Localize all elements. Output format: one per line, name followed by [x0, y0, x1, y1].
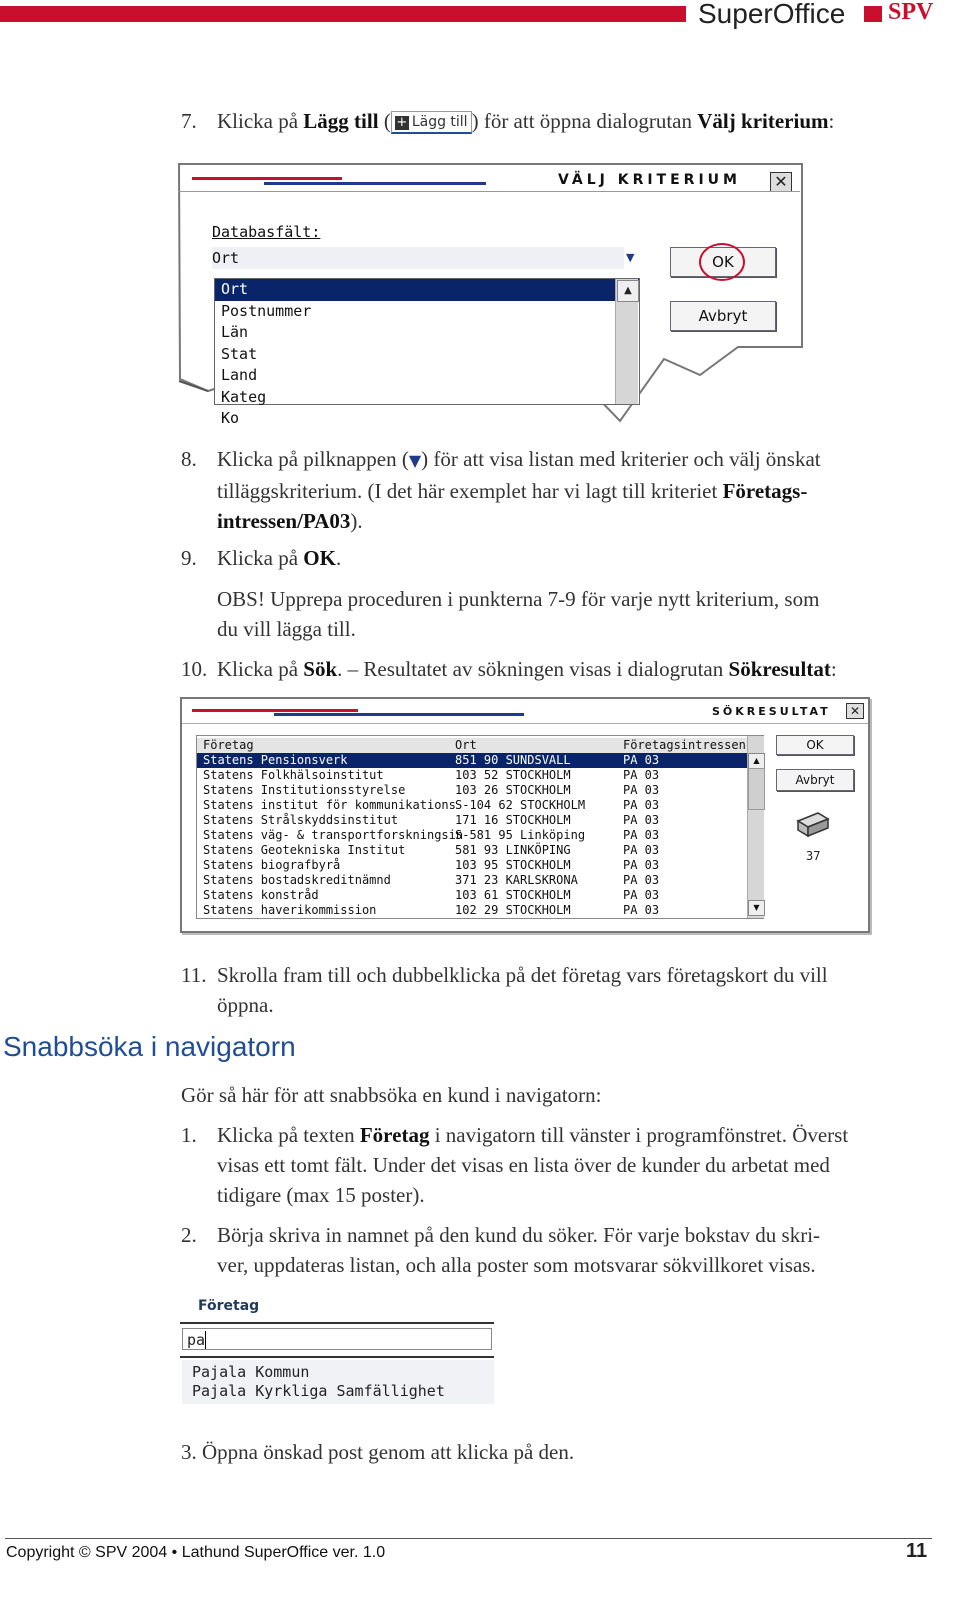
divider	[180, 1322, 494, 1324]
text-cursor	[205, 1331, 215, 1349]
options-list[interactable]	[214, 278, 640, 427]
dialog-title: SÖKRESULTAT	[712, 705, 831, 718]
list-item[interactable]: Stat	[221, 344, 258, 363]
field-label: Databasfält:	[212, 223, 321, 241]
lagg-till-button[interactable]: + Lägg till	[391, 111, 472, 134]
results-table[interactable]	[196, 735, 764, 919]
title-divider	[182, 723, 868, 724]
list-item[interactable]: Postnummer	[221, 301, 312, 320]
footer-text: Copyright © SPV 2004 • Lathund SuperOffice ver. 1.0	[6, 1544, 386, 1561]
highlight-circle	[699, 243, 745, 281]
table-row[interactable]: Statens bostadskreditnämnd 371 23 KARLSKRONA PA 03	[203, 873, 660, 887]
dropdown-arrow-icon[interactable]: ▼	[626, 251, 635, 264]
list-item[interactable]: Ko	[221, 409, 240, 427]
search-input[interactable]: pa	[182, 1328, 492, 1350]
title-stripe-blue	[274, 713, 524, 716]
brand-name: SuperOffice	[698, 0, 846, 29]
table-row[interactable]: Statens institut för kommunikations S-104 62 STOCKHOLM PA 03	[203, 798, 660, 812]
scrollbar[interactable]	[615, 279, 638, 404]
scrollbar[interactable]	[747, 736, 764, 918]
sokresultat-dialog	[180, 697, 870, 933]
scroll-up-icon[interactable]: ▲	[748, 753, 765, 769]
intro-text: Gör så här för att snabbsöka en kund i navigatorn:	[181, 1083, 602, 1107]
table-row[interactable]: Statens haverikommission 102 29 STOCKHOLM PA 03	[203, 903, 660, 917]
page-number: 11	[906, 1540, 928, 1562]
close-button[interactable]: ✕	[846, 703, 864, 719]
table-row[interactable]: Statens Institutionsstyrelse 103 26 STOCKHOLM PA 03	[203, 783, 660, 797]
table-row[interactable]: Statens konstråd 103 61 STOCKHOLM PA 03	[203, 888, 660, 902]
arrow-down-icon: ▼	[408, 451, 422, 470]
list-item[interactable]: Ort	[215, 279, 639, 301]
ok-button[interactable]: OK	[670, 247, 776, 277]
divider	[180, 1356, 494, 1358]
list-item[interactable]: Land	[221, 366, 258, 384]
list-item[interactable]: Pajala Kyrkliga Samfällighet	[192, 1382, 445, 1400]
valj-kriterium-dialog	[178, 163, 804, 428]
title-stripe-red	[192, 177, 342, 180]
cancel-button[interactable]: Avbryt	[776, 769, 854, 791]
footer-rule	[5, 1538, 932, 1539]
list-item[interactable]: Län	[221, 323, 249, 341]
scroll-up-icon[interactable]: ▲	[617, 280, 639, 302]
table-row[interactable]: Statens biografbyrå 103 95 STOCKHOLM PA 03	[203, 858, 660, 872]
step-number: 7.	[181, 109, 197, 133]
table-row[interactable]: Statens Geotekniska Institut 581 93 LINKÖPING PA 03	[203, 843, 660, 857]
table-row[interactable]: Statens Pensionsverk 851 90 SUNDSVALL PA 03	[197, 753, 749, 768]
close-button[interactable]: ✕	[770, 172, 792, 192]
table-header: Företag Ort Företagsintressen	[197, 738, 749, 753]
list-item[interactable]: Pajala Kommun	[192, 1363, 310, 1381]
navigator-panel	[180, 1296, 500, 1406]
plus-icon: +	[396, 115, 408, 130]
scroll-thumb[interactable]	[748, 768, 765, 810]
section-heading: Snabbsöka i navigatorn	[3, 1031, 296, 1062]
header-red-bar	[0, 6, 686, 22]
dialog-title: VÄLJ KRITERIUM	[558, 172, 741, 188]
field-select[interactable]: Ort	[212, 247, 624, 269]
title-stripe-red	[192, 709, 358, 712]
list-item[interactable]: Kateg	[221, 387, 267, 406]
nav-step-3: 3. Öppna önskad post genom att klicka på den.	[181, 1440, 575, 1464]
cancel-button[interactable]: Avbryt	[670, 301, 776, 331]
spv-logo: SPV	[888, 0, 934, 25]
result-count: 37	[806, 849, 821, 863]
navigator-label[interactable]: Företag	[198, 1298, 260, 1314]
table-row[interactable]: Statens Folkhälsoinstitut 103 52 STOCKHOLM PA 03	[203, 768, 660, 782]
ok-button[interactable]: OK	[776, 735, 854, 755]
obs-note: OBS! Upprepa proceduren i punkterna 7-9 för varje nytt kriterium, som du vill lägga till.	[217, 587, 820, 641]
spv-logo-square	[864, 6, 882, 22]
table-row[interactable]: Statens Strålskyddsinstitut 171 16 STOCKHOLM PA 03	[203, 813, 660, 827]
table-row[interactable]: Statens väg- & transportforskningsin S-581 95 Linköping PA 03	[203, 828, 660, 842]
scroll-down-icon[interactable]: ▼	[748, 900, 765, 916]
navigator-list[interactable]	[182, 1360, 494, 1404]
title-divider	[178, 191, 800, 192]
title-stripe-blue	[264, 182, 486, 185]
card-file-icon	[796, 809, 830, 837]
